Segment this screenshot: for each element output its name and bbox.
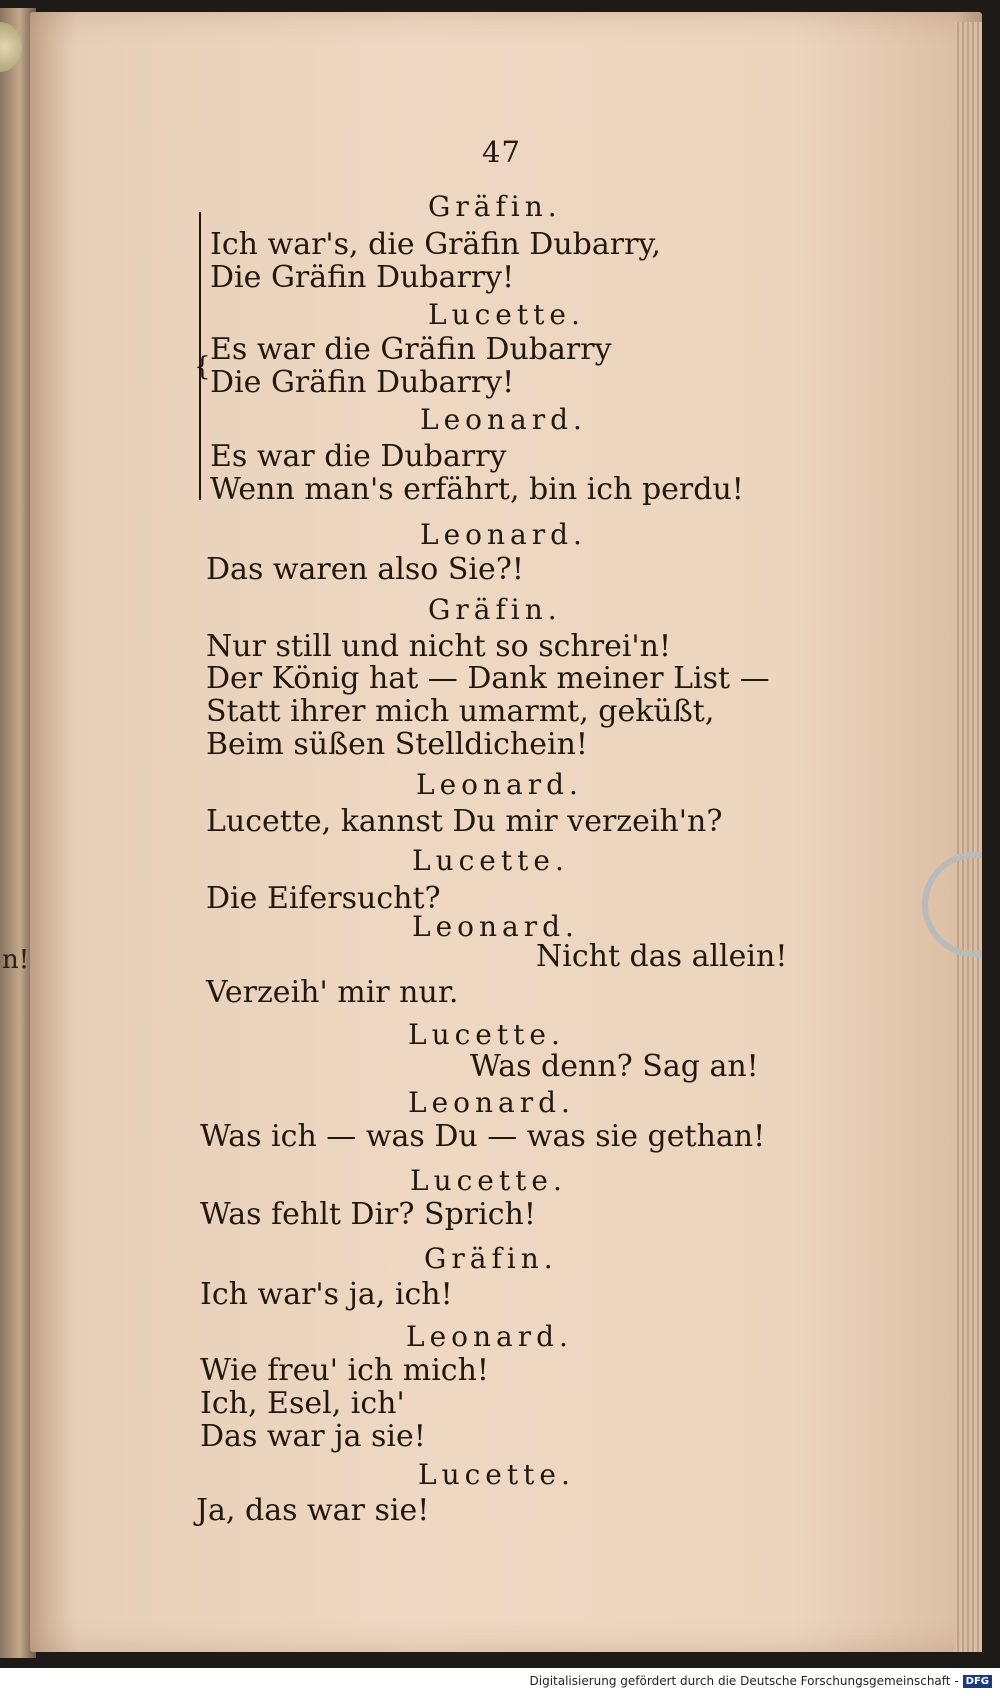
verse-line: Die Gräfin Dubarry!	[210, 365, 515, 400]
left-page-fragment: n!	[2, 945, 30, 975]
verse-line: Ich war's, die Gräfin Dubarry,	[210, 227, 661, 262]
verse-line: Der König hat — Dank meiner List —	[206, 661, 770, 696]
verse-line: Was denn? Sag an!	[470, 1049, 759, 1084]
footer-credit: Digitalisierung gefördert durch die Deutsche Forschungsgemeinschaft -	[529, 1674, 959, 1688]
speaker-name: Lucette.	[418, 1458, 575, 1491]
speaker-name: Leonard.	[420, 403, 587, 436]
speaker-name: Leonard.	[406, 1320, 573, 1353]
verse-line: Nicht das allein!	[536, 939, 788, 974]
verse-line: Statt ihrer mich umarmt, geküßt,	[206, 694, 715, 729]
verse-line: Verzeih' mir nur.	[206, 975, 459, 1010]
verse-line: Die Eifersucht?	[206, 881, 441, 916]
verse-line: Ja, das war sie!	[196, 1493, 430, 1528]
verse-line: Es war die Dubarry	[210, 439, 507, 474]
verse-line: Was fehlt Dir? Sprich!	[200, 1197, 536, 1232]
speaker-name: Leonard.	[412, 910, 579, 943]
verse-line: Lucette, kannst Du mir verzeih'n?	[206, 804, 723, 839]
verse-line: Das war ja sie!	[200, 1419, 426, 1454]
verse-line: Es war die Gräfin Dubarry	[210, 332, 612, 367]
speaker-name: Lucette.	[412, 844, 569, 877]
verse-line: Ich, Esel, ich'	[200, 1386, 405, 1421]
verse-line: Wie freu' ich mich!	[200, 1353, 489, 1388]
dfg-logo: DFG	[963, 1675, 992, 1688]
speaker-name: Leonard.	[408, 1086, 575, 1119]
verse-line: Nur still und nicht so schrei'n!	[206, 629, 672, 664]
verse-line: Was ich — was Du — was sie gethan!	[200, 1119, 766, 1154]
speaker-name: Leonard.	[416, 768, 583, 801]
speaker-name: Lucette.	[428, 298, 585, 331]
speaker-name: Leonard.	[420, 518, 587, 551]
page-number: 47	[482, 135, 521, 169]
speaker-name: Lucette.	[410, 1164, 567, 1197]
speaker-name: Gräfin.	[428, 190, 562, 223]
speaker-name: Lucette.	[408, 1018, 565, 1051]
verse-line: Ich war's ja, ich!	[200, 1277, 453, 1312]
verse-line: Das waren also Sie?!	[206, 552, 524, 587]
verse-line: Die Gräfin Dubarry!	[210, 260, 515, 295]
speaker-name: Gräfin.	[428, 593, 562, 626]
speaker-name: Gräfin.	[424, 1242, 558, 1275]
digitization-footer	[530, 1674, 993, 1688]
verse-line: Wenn man's erfährt, bin ich perdu!	[210, 472, 744, 507]
verse-line: Beim süßen Stelldichein!	[206, 727, 588, 762]
bracket-mark: {	[194, 352, 211, 382]
